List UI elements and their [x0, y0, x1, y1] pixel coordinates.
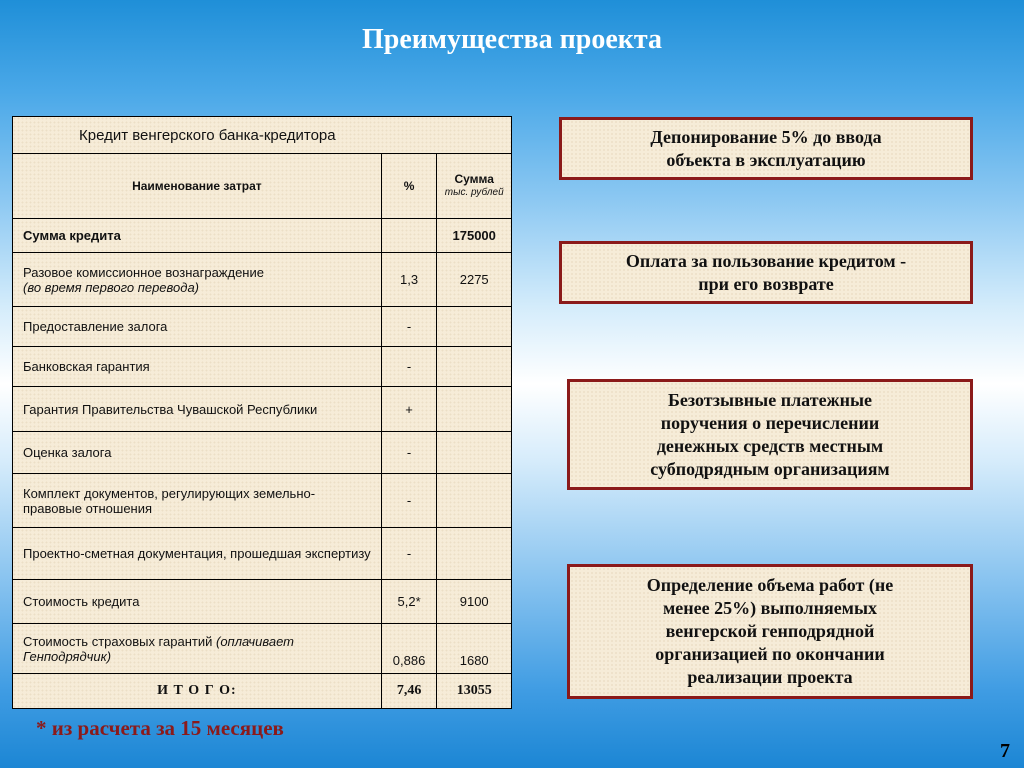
row-name: Гарантия Правительства Чувашской Республики [13, 387, 382, 432]
row-sum [437, 474, 512, 528]
row-percent: 1,3 [381, 253, 437, 307]
row-percent: - [381, 347, 437, 387]
table-caption: Кредит венгерского банка-кредитора [13, 117, 512, 154]
page-number: 7 [1000, 740, 1010, 762]
row-sum: 9100 [437, 580, 512, 624]
row-percent: 5,2* [381, 580, 437, 624]
row-percent: - [381, 528, 437, 580]
row-percent: + [381, 387, 437, 432]
table-row [13, 624, 512, 674]
row-name: Банковская гарантия [13, 347, 382, 387]
table-row [13, 387, 512, 432]
row-percent: 0,886 [381, 624, 437, 674]
table-caption-row [13, 117, 512, 154]
header-sum-unit: тыс. рублей [444, 187, 504, 198]
benefit-box-work-volume: Определение объема работ (не менее 25%) выполняемых венгерской генподрядной организацией по окончании реализации проекта [567, 564, 973, 699]
row-name: Предоставление залога [13, 307, 382, 347]
row-name-cell [13, 624, 382, 674]
benefit-box-deposit: Депонирование 5% до ввода объекта в эксплуатацию [559, 117, 973, 180]
row-sum: 1680 [437, 624, 512, 674]
slide-title: Преимущества проекта [361, 24, 663, 55]
header-sum-label: Сумма [454, 172, 494, 186]
row-percent: - [381, 307, 437, 347]
table-row [13, 528, 512, 580]
total-percent: 7,46 [381, 674, 437, 709]
total-sum: 13055 [437, 674, 512, 709]
row-sum: 175000 [437, 219, 512, 253]
row-percent: - [381, 432, 437, 474]
table-row [13, 474, 512, 528]
row-name: Разовое комиссионное вознаграждение [23, 264, 264, 280]
row-name: Оценка залога [13, 432, 382, 474]
row-sum [437, 432, 512, 474]
row-sum [437, 307, 512, 347]
table-total-row [13, 674, 512, 709]
benefit-box-payment-orders: Безотзывные платежные поручения о перечислении денежных средств местным субподрядным организациям [567, 379, 973, 490]
benefit-box-payment: Оплата за пользование кредитом - при его возврате [559, 241, 973, 304]
row-sum: 2275 [437, 253, 512, 307]
row-sum [437, 528, 512, 580]
row-name-cell [13, 253, 382, 307]
row-name: Сумма кредита [13, 219, 382, 253]
row-note: (во время первого перевода) [23, 279, 200, 295]
total-label: И Т О Г О: [13, 674, 382, 709]
row-sum [437, 387, 512, 432]
table-row [13, 580, 512, 624]
table-row [13, 307, 512, 347]
table-row [13, 253, 512, 307]
row-name: Комплект документов, регулирующих земельно-правовые отношения [13, 474, 382, 528]
footnote: * из расчета за 15 месяцев [36, 716, 284, 740]
row-sum [437, 347, 512, 387]
row-percent: - [381, 474, 437, 528]
table-header-row [13, 154, 512, 219]
row-name: Стоимость страховых гарантий [23, 633, 213, 649]
row-name: Проектно-сметная документация, прошедшая экспертизу [13, 528, 382, 580]
table-row [13, 219, 512, 253]
row-name: Стоимость кредита [13, 580, 382, 624]
table-row [13, 347, 512, 387]
header-sum [437, 154, 512, 219]
credit-cost-table [12, 116, 512, 709]
header-name: Наименование затрат [13, 154, 382, 219]
row-note: (оплачивает Генподрядчик) [23, 633, 294, 664]
header-percent: % [381, 154, 437, 219]
table-row [13, 432, 512, 474]
row-percent [381, 219, 437, 253]
